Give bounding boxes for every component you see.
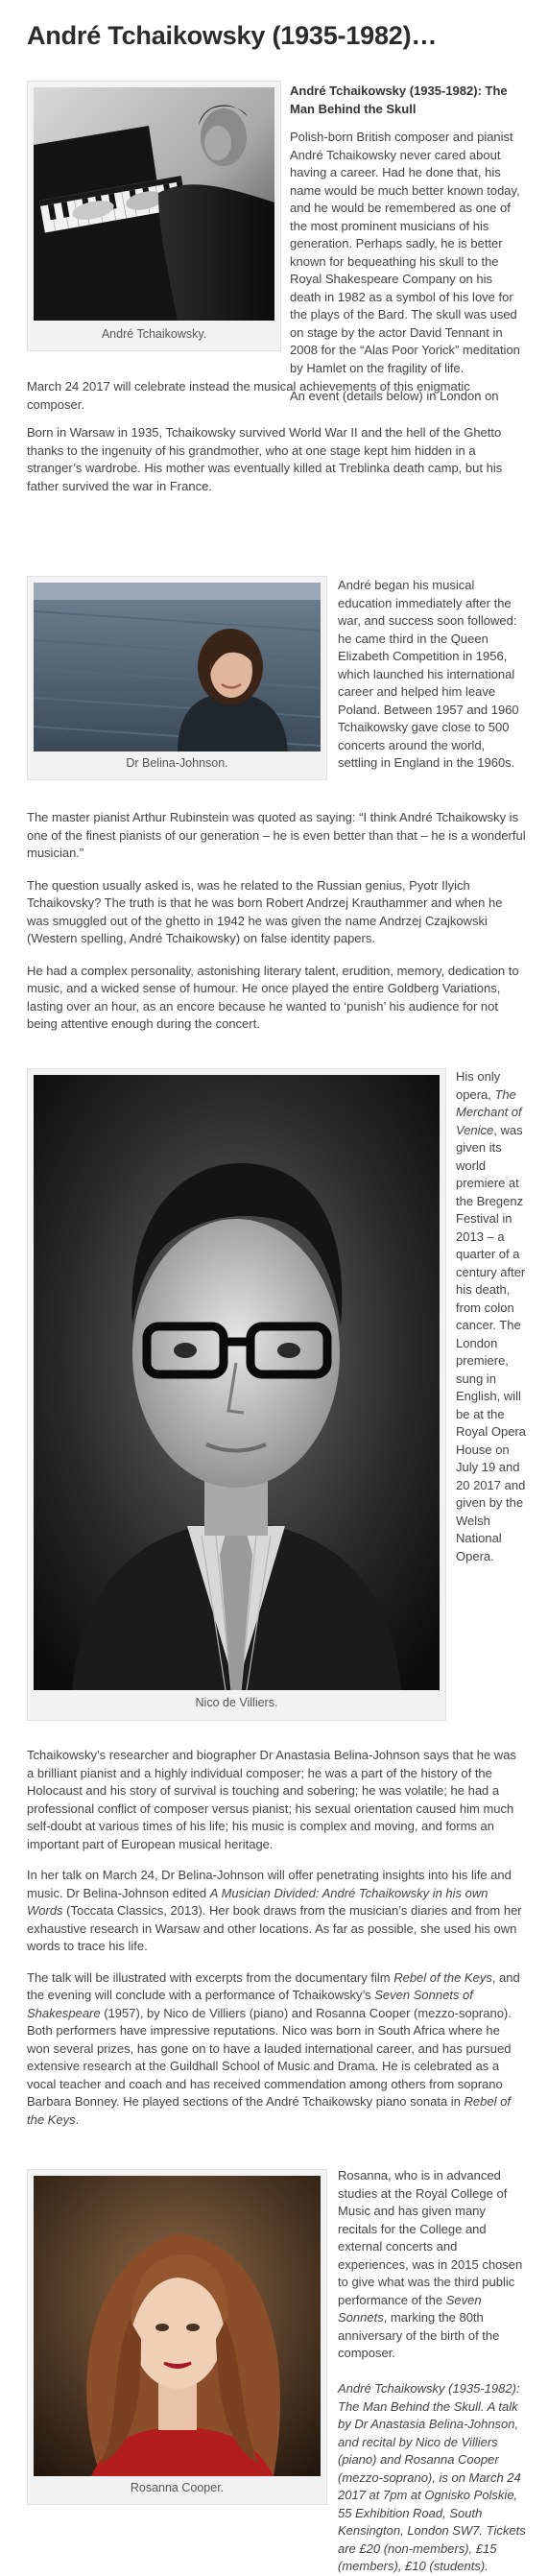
perf-text-d: . (75, 2111, 80, 2127)
figure-belina-johnson (27, 576, 327, 780)
event-details-text: André Tchaikowsky (1935-1982): The Man Behind the Skull. A talk by Dr Anastasia Belina-Johnson, and recital by Nico de Villiers (piano) and Rosanna Cooper (mezzo-soprano), is on March 24 2017 at 7pm at Ognisko Polskie, 55 Exhibition Road, South Kensington, London SW7. Tickets are £20 (non-members), £15 (members), £10 (students). (338, 2381, 526, 2573)
book-title: A Musician Divided: André Tchaikowsky in his own Words (27, 1885, 488, 1918)
figure-de-villiers (27, 1068, 446, 1721)
figure-caption: Dr Belina-Johnson. (126, 756, 228, 770)
event-teaser-start: An event (details below) in London on (290, 389, 499, 403)
cooper-column (338, 2167, 526, 2376)
perf-text-c: (1957), by Nico de Villiers (piano) and Rosanna Cooper (mezzo-soprano). Both performers have impressive reputations. Nico was born in South Africa where he won several prizes, has gone on to have a lauded international career, and has pursued extensive research at the Guildhall School of Music and Drama. He is celebrated as a vocal teacher and coach and has received commendation among others from soprano Barbara Bonney. He played sections of the André Tchaikowsky piano sonata in (27, 2005, 512, 2109)
de-villiers-photo (34, 1075, 440, 1690)
event-teaser-paragraph: March 24 2017 will celebrate instead the musical achievements of this enigmatic composer. (27, 379, 470, 412)
name-paragraph: The question usually asked is, was he related to the Russian genius, Pyotr Ilyich Tchaikovsky? The truth is that he was born Robert Andrzej Krauthammer and when he was smuggled out of the ghetto in 1942 he was given the name Andrzej Czajkowski (Western spelling, André Tchaikowsky) on false identity papers. (27, 877, 503, 945)
figure-caption: Rosanna Cooper. (130, 2481, 225, 2494)
section3-body (27, 1747, 526, 2139)
cooper-text-a: Rosanna, who is in advanced studies at the Royal College of Music and has given many recitals for the College and external concerts and experiences, was in 2015 chosen to give what was the third public performance of the (338, 2168, 523, 2307)
rubinstein-quote: The master pianist Arthur Rubinstein was quoted as saying: “I think André Tchaikowsky is one of the finest pianists of our generation – he is even better than that – he is a wonderful musician.” (27, 810, 526, 860)
personality-paragraph: He had a complex personality, astonishing literary talent, erudition, memory, dedication to music, and a wicked sense of humour. He once played the entire Goldberg Variations, lasting over an hour, as an encore because he wanted to ‘punish’ his audience for not being attentive enough during the concert. (27, 963, 519, 1031)
opera-paragraph (456, 1068, 529, 1565)
sonnets-title: Seven Sonnets of Shakespeare (27, 1988, 473, 2020)
figure-caption: Nico de Villiers. (195, 1696, 278, 1709)
opera-column (456, 1068, 529, 1576)
intro-column (290, 83, 526, 406)
talk-text-b: (Toccata Classics, 2013). Her book draws from the musician’s diaries and from her exhaustive research in Warsaw and other locations. As far as possible, she used his own words to trace his life. (27, 1903, 522, 1953)
biographer-paragraph: Tchaikowsky’s researcher and biographer Dr Anastasia Belina-Johnson says that he was a brilliant pianist and a highly individual composer; he was a part of the history of the Holocaust and his story of survival is touching and sobering; he was volatile; he had a professional conflict of composer versus pianist; his sexual orientation caused him much self-doubt at various times of his life; his music is complex and moving, and forms an important part of European musical heritage. (27, 1748, 516, 1851)
film-title-2: Rebel of the Keys (27, 2094, 511, 2127)
event-teaser (27, 378, 526, 506)
belina-johnson-photo (34, 583, 321, 751)
sonnets-title: Seven Sonnets (338, 2292, 482, 2325)
section2-body (27, 809, 526, 1044)
education-paragraph: André began his musical education immediately after the war, and success soon followed: he came third in the Queen Elizabeth Competition in 1956, which launched his international career and helped him leave Poland. Between 1957 and 1960 Tchaikowsky gave close to 500 concerts around the world, settling in England in the 1960s. (338, 578, 519, 770)
education-column (338, 577, 526, 783)
pianist-image (34, 87, 274, 321)
opera-title: The Merchant of Venice (456, 1086, 522, 1137)
talk-paragraph (27, 1867, 526, 1956)
event-details-paragraph (27, 2380, 526, 2576)
cooper-text-b: , marking the 80th anniversary of the birth of the composer. (338, 2310, 500, 2360)
birth-paragraph: Born in Warsaw in 1935, Tchaikowsky survived World War II and the hell of the Ghetto thanks to the ingenuity of his grandmother, who at one stage kept him hidden in a stranger’s wardrobe. His mother was eventually killed at Treblinka death camp, but his father survived the war in France. (27, 425, 503, 493)
opera-text-b: , was given its world premiere at the Bregenz Festival in 2013 – a quarter of a century after his death, from colon cancer. The London premiere, sung in English, will be at the Royal Opera House on July 19 and 20 2017 and given by the Welsh National Opera. (456, 1122, 526, 1563)
intro-heading: André Tchaikowsky (1935-1982): The Man Behind the Skull (290, 83, 508, 116)
event-details (27, 2380, 526, 2576)
tchaikowsky-photo (34, 87, 274, 321)
cooper-paragraph (338, 2167, 526, 2363)
portrait-image (34, 583, 321, 751)
perf-text-b: , and the evening will conclude with a performance of Tchaikowsky’s (27, 1969, 520, 2002)
intro-paragraph: Polish-born British composer and pianist André Tchaikowsky never cared about having a career. Had he done that, his name would be much better known today, and he would be remembered as one of the most prominent musicians of his generation. Perhaps sadly, he is better known for bequeathing his skull to the Royal Shakespeare Company on his death in 1982 as a symbol of his love for the plays of the Bard. The skull was used on stage by the actor David Tennant in 2008 for the “Alas Poor Yorick” meditation by Hamlet on the fragility of life. (290, 130, 520, 375)
film-title: Rebel of the Keys (393, 1969, 492, 1985)
portrait-image (34, 1075, 440, 1690)
performance-paragraph (27, 1969, 526, 2130)
figure-caption: André Tchaikowsky. (101, 327, 207, 341)
talk-text-a: In her talk on March 24, Dr Belina-Johnson will offer penetrating insights into his life and music. Dr Belina-Johnson edited (27, 1868, 512, 1900)
figure-tchaikowsky (27, 81, 281, 351)
article-title: André Tchaikowsky (1935-1982)… (27, 21, 438, 50)
opera-text-a: His only opera, (456, 1069, 501, 1102)
perf-text-a: The talk will be illustrated with excerpts from the documentary film (27, 1969, 394, 1985)
